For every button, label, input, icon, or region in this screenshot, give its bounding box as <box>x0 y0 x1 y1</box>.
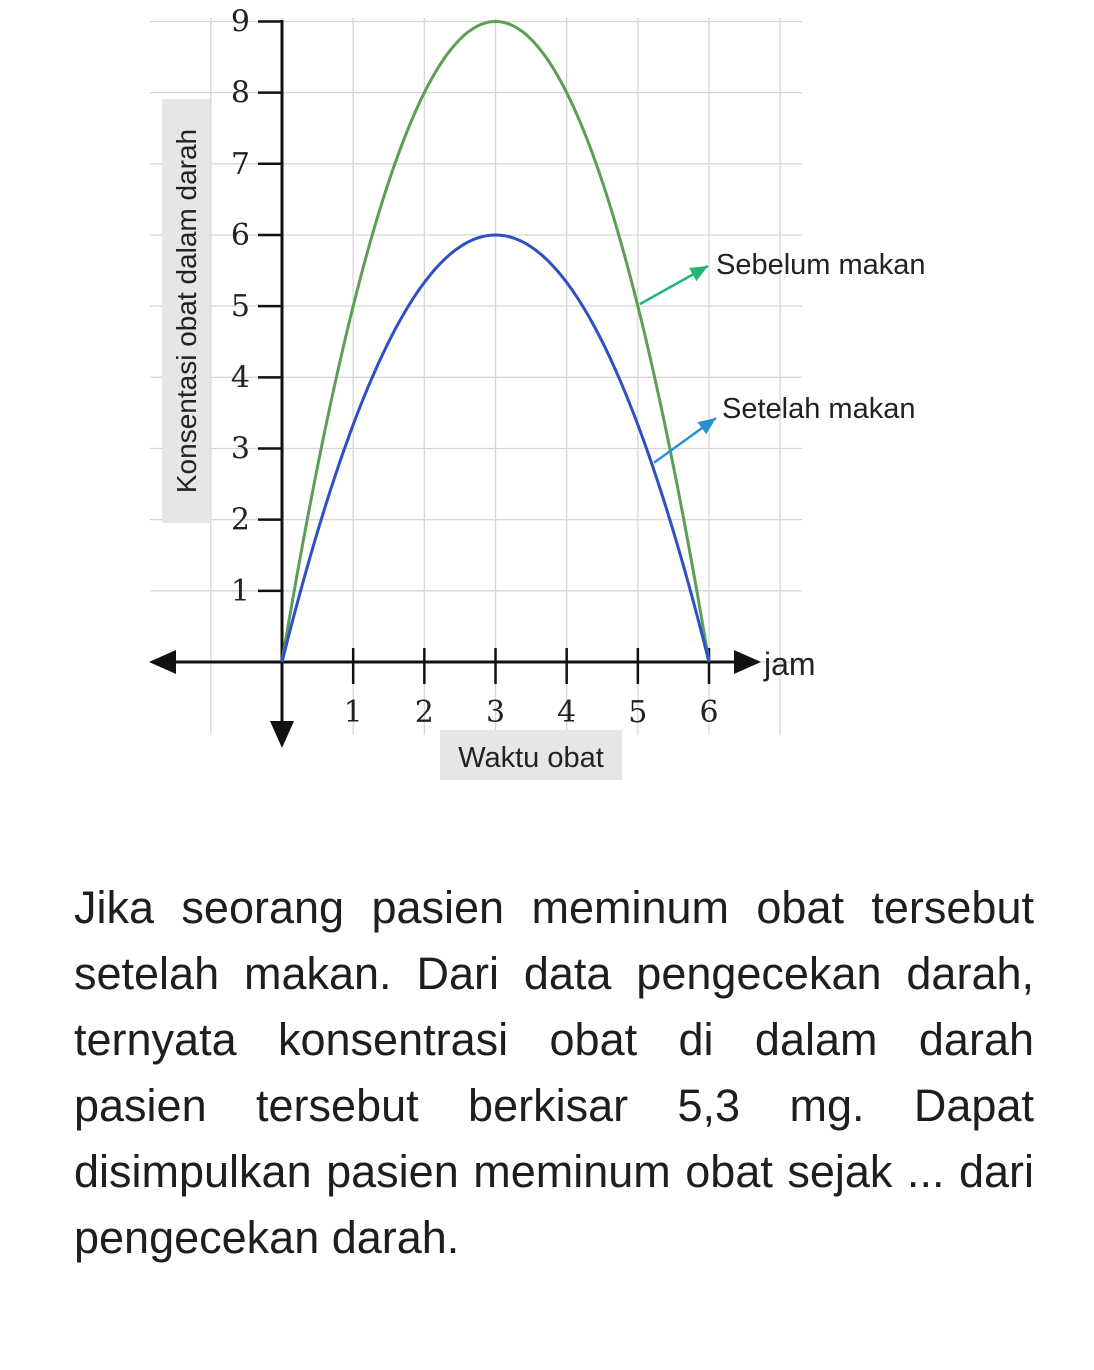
y-tick-label: 2 <box>230 502 250 538</box>
annotation-sebelum-makan: Sebelum makan <box>716 249 926 281</box>
y-tick-label: 5 <box>230 289 250 325</box>
y-tick-label: 9 <box>230 4 250 40</box>
annotation-arrow-setelah <box>654 418 716 463</box>
y-tick-label: 4 <box>230 360 250 396</box>
x-ticks <box>344 648 719 730</box>
x-axis-label: Waktu obat <box>458 742 604 774</box>
x-unit-label: jam <box>764 646 816 682</box>
y-tick-label: 1 <box>230 573 250 609</box>
y-tick-label: 6 <box>230 217 250 253</box>
x-tick-label: 5 <box>628 695 648 730</box>
x-tick-label: 1 <box>343 695 363 730</box>
annotation-setelah-makan: Setelah makan <box>722 393 916 425</box>
x-tick-label: 4 <box>557 695 577 730</box>
question-text: Jika seorang pasien meminum obat tersebut setelah makan. Dari data pengecekan darah, ternyata konsentrasi obat di dalam darah pasien tersebut berkisar 5,3 mg. Dapat disimpulkan pasien meminum obat sejak ... dari pengecekan darah. <box>74 882 1034 1263</box>
annotation-arrow-sebelum <box>640 266 708 304</box>
y-axis-label: Konsentasi obat dalam darah <box>171 128 202 494</box>
x-tick-label: 2 <box>414 695 434 730</box>
y-tick-label: 3 <box>230 431 250 467</box>
x-tick-label: 3 <box>485 695 506 730</box>
y-tick-label: 8 <box>230 75 250 111</box>
x-tick-label: 6 <box>699 695 719 730</box>
y-tick-label: 7 <box>230 146 250 182</box>
